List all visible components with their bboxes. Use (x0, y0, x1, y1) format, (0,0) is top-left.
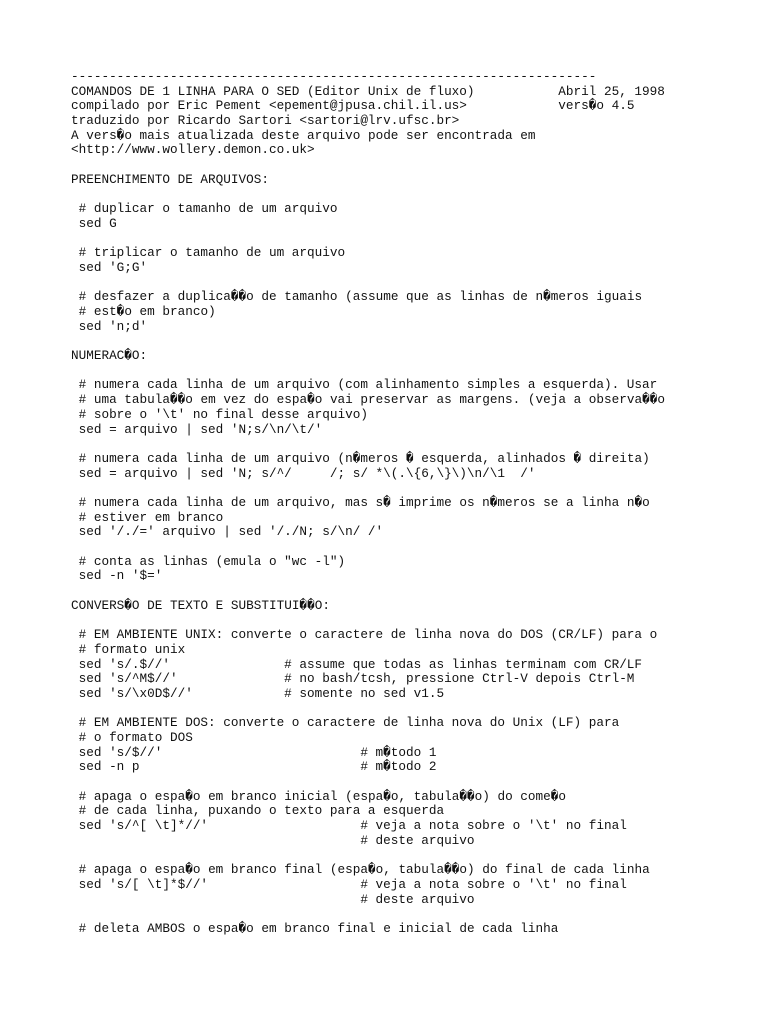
text-line: # deste arquivo (71, 832, 475, 848)
text-line: # duplicar o tamanho de um arquivo (71, 201, 338, 217)
blank-line (71, 437, 761, 452)
text-line: sed = arquivo | sed 'N; s/^/ /; s/ *\(.\{6,\}\)\n/\1 /' (71, 465, 536, 481)
document-page (71, 70, 761, 937)
text-line: # de cada linha, puxando o texto para a esquerda (71, 803, 445, 819)
text-line: sed 's/^M$//' # no bash/tcsh, pressione Ctrl-V depois Ctrl-M (71, 671, 635, 687)
text-line: # numera cada linha de um arquivo (com alinhamento simples a esquerda). Usar (71, 377, 658, 393)
text-line: sed 's/^[ \t]*//' # veja a nota sobre o '\t' no final (71, 818, 627, 834)
text-line: sed G (71, 215, 117, 231)
blank-line (71, 613, 761, 628)
text-line: # apaga o espa�o em branco inicial (espa�o, tabula��o) do come�o (71, 788, 567, 804)
text-line: # sobre o '\t' no final desse arquivo) (71, 406, 368, 422)
text-line: # uma tabula��o em vez do espa�o vai preservar as margens. (veja a observa��o (71, 392, 665, 408)
text-line: # deste arquivo (71, 891, 475, 907)
blank-line (71, 540, 761, 555)
text-line: sed 's/$//' # m�todo 1 (71, 744, 437, 760)
text-line: sed 's/.$//' # assume que todas as linhas terminam com CR/LF (71, 656, 643, 672)
blank-line (71, 702, 761, 717)
text-line: # desfazer a duplica��o de tamanho (assume que as linhas de n�meros iguais (71, 289, 643, 305)
text-line: COMANDOS DE 1 LINHA PARA O SED (Editor Unix de fluxo) Abril 25, 1998 (71, 83, 665, 99)
text-line: # est�o em branco) (71, 304, 216, 319)
text-line: compilado por Eric Pement <epement@jpusa.chil.il.us> vers�o 4.5 (71, 98, 635, 114)
text-line: PREENCHIMENTO DE ARQUIVOS: (71, 171, 269, 187)
text-line: # estiver em branco (71, 509, 224, 525)
blank-line (71, 775, 761, 790)
text-line: NUMERAC�O: (71, 348, 148, 364)
blank-line (71, 334, 761, 349)
blank-line (71, 481, 761, 496)
blank-line (71, 848, 761, 863)
text-line: # EM AMBIENTE DOS: converte o caractere de linha nova do Unix (LF) para (71, 715, 620, 731)
blank-line (71, 907, 761, 922)
text-line: sed -n p # m�todo 2 (71, 759, 437, 775)
text-line: # deleta AMBOS o espa�o em branco final e inicial de cada linha (71, 920, 559, 936)
text-line: --------------------------------------------------------------------- (71, 69, 597, 84)
text-line: # conta as linhas (emula o "wc -l") (71, 553, 346, 569)
text-line: # EM AMBIENTE UNIX: converte o caractere de linha nova do DOS (CR/LF) para o (71, 627, 658, 643)
text-line: sed -n '$=' (71, 568, 163, 584)
blank-line (71, 158, 761, 173)
text-line: CONVERS�O DE TEXTO E SUBSTITUI��O: (71, 597, 330, 613)
text-line: # formato unix (71, 641, 186, 657)
text-line: # triplicar o tamanho de um arquivo (71, 245, 346, 261)
text-line: sed '/./=' arquivo | sed '/./N; s/\n/ /' (71, 524, 384, 540)
text-line: sed 's/\x0D$//' # somente no sed v1.5 (71, 685, 445, 701)
text-line: sed 'n;d' (71, 318, 148, 334)
text-line: traduzido por Ricardo Sartori <sartori@lrv.ufsc.br> (71, 113, 460, 129)
text-line: sed 'G;G' (71, 259, 148, 275)
blank-line (71, 584, 761, 599)
text-line: sed = arquivo | sed 'N;s/\n/\t/' (71, 421, 323, 437)
blank-line (71, 364, 761, 379)
blank-line (71, 232, 761, 247)
text-line: # apaga o espa�o em branco final (espa�o, tabula��o) do final de cada linha (71, 862, 650, 878)
text-line: A vers�o mais atualizada deste arquivo pode ser encontrada em (71, 127, 536, 143)
blank-line (71, 188, 761, 203)
text-line: # numera cada linha de um arquivo, mas s� imprime os n�meros se a linha n�o (71, 494, 650, 510)
text-line: # o formato DOS (71, 729, 193, 745)
text-line: # numera cada linha de um arquivo (n�meros � esquerda, alinhados � direita) (71, 450, 650, 466)
text-line: <http://www.wollery.demon.co.uk> (71, 142, 315, 158)
text-line: sed 's/[ \t]*$//' # veja a nota sobre o '\t' no final (71, 876, 627, 892)
